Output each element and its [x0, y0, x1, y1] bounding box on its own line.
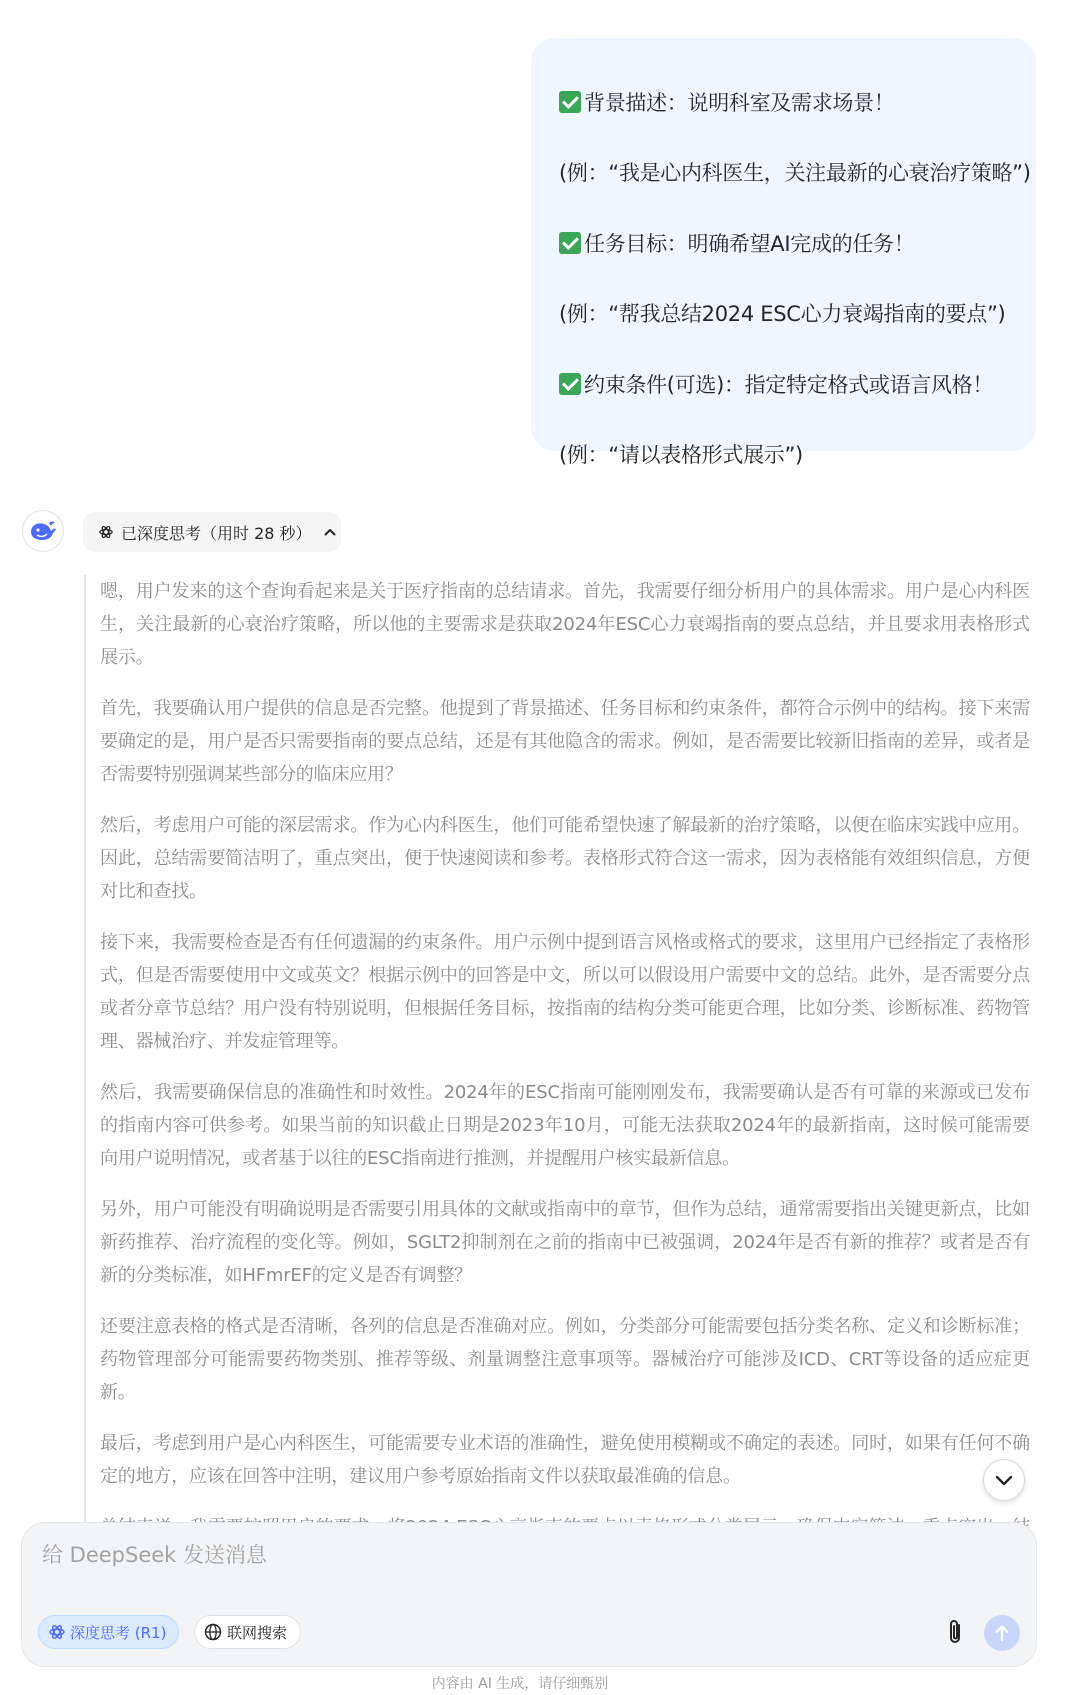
- paperclip-icon: [946, 1618, 964, 1646]
- arrow-up-icon: [994, 1624, 1010, 1642]
- scroll-to-bottom-button[interactable]: [983, 1459, 1025, 1501]
- thinking-label: 已深度思考（用时 28 秒）: [121, 523, 312, 543]
- user-line-6: (例：“请以表格形式展示”): [559, 443, 803, 467]
- thought-paragraph: 还要注意表格的格式是否清晰，各列的信息是否准确对应。例如，分类部分可能需要包括分类名称、定义和诊断标准；药物管理部分可能需要药物类别、推荐等级、剂量调整注意事项等。器械治疗可能涉及ICD、CRT等设备的适应症更新。: [100, 1316, 1030, 1403]
- chevron-up-icon: [324, 528, 336, 536]
- user-line-4: (例：“帮我总结2024 ESC心力衰竭指南的要点”): [559, 302, 1006, 326]
- message-input[interactable]: [40, 1537, 1004, 1573]
- deepseek-whale-icon: [29, 520, 57, 542]
- assistant-avatar: [22, 510, 64, 552]
- user-line-2: (例：“我是心内科医生，关注最新的心衰治疗策略”): [559, 161, 1031, 185]
- deep-think-label: 深度思考 (R1): [70, 1623, 167, 1642]
- check-mark-icon: [559, 232, 581, 254]
- deep-think-button[interactable]: [38, 1615, 179, 1649]
- attach-button[interactable]: [940, 1617, 970, 1647]
- check-mark-icon: [559, 91, 581, 113]
- atom-icon: [99, 525, 113, 539]
- globe-icon: [204, 1623, 222, 1641]
- thought-paragraph: 接下来，我需要检查是否有任何遗漏的约束条件。用户示例中提到语言风格或格式的要求，这里用户已经指定了表格形式，但是否需要使用中文或英文？根据示例中的回答是中文，所以可以假设用户需要中文的总结。此外，是否需要分点或者分章节总结？用户没有特别说明，但根据任务目标，按指南的结构分类可能更合理，比如分类、诊断标准、药物管理、器械治疗、并发症管理等。: [100, 932, 1030, 1052]
- send-button[interactable]: [984, 1615, 1020, 1651]
- user-message-bubble: [531, 38, 1036, 467]
- thought-paragraph: 然后，我需要确保信息的准确性和时效性。2024年的ESC指南可能刚刚发布，我需要确认是否有可靠的来源或已发布的指南内容可供参考。如果当前的知识截止日期是2023年10月，可能无法获取2024年的最新指南，这时候可能需要向用户说明情况，或者基于以往的ESC指南进行推测，并提醒用户核实最新信息。: [100, 1082, 1030, 1169]
- web-search-button[interactable]: [194, 1615, 301, 1649]
- ai-disclaimer: 内容由 AI 生成，请仔细甄别: [431, 1676, 609, 1692]
- web-search-label: 联网搜索: [227, 1623, 288, 1642]
- user-line-1: 背景描述：说明科室及需求场景！: [559, 89, 895, 117]
- check-mark-icon: [559, 373, 581, 395]
- user-line-5: 约束条件(可选)：指定特定格式或语言风格！: [559, 371, 993, 399]
- thought-paragraph: 嗯，用户发来的这个查询看起来是关于医疗指南的总结请求。首先，我需要仔细分析用户的具体需求。用户是心内科医生，关注最新的心衰治疗策略，所以他的主要需求是获取2024年ESC心力衰竭指南的要点总结，并且要求用表格形式展示。: [100, 581, 1030, 668]
- atom-icon: [49, 1624, 65, 1640]
- thinking-toggle[interactable]: [83, 512, 341, 552]
- user-line-3: 任务目标：明确希望AI完成的任务！: [559, 230, 914, 258]
- thought-rail: [84, 575, 86, 1535]
- chevron-down-icon: [995, 1474, 1013, 1486]
- thought-paragraph: 另外，用户可能没有明确说明是否需要引用具体的文献或指南中的章节，但作为总结，通常需要指出关键更新点，比如新药推荐、治疗流程的变化等。例如，SGLT2抑制剂在之前的指南中已被强调，2024年是否有新的推荐？或者是否有新的分类标准，如HFmrEF的定义是否有调整？: [100, 1199, 1030, 1286]
- composer: [21, 1522, 1037, 1667]
- thought-paragraph: 首先，我要确认用户提供的信息是否完整。他提到了背景描述、任务目标和约束条件，都符合示例中的结构。接下来需要确定的是，用户是否只需要指南的要点总结，还是有其他隐含的需求。例如，是否需要比较新旧指南的差异，或者是否需要特别强调某些部分的临床应用？: [100, 698, 1030, 785]
- thought-content: [100, 575, 1030, 1525]
- thought-paragraph: 然后，考虑用户可能的深层需求。作为心内科医生，他们可能希望快速了解最新的治疗策略，以便在临床实践中应用。因此，总结需要简洁明了，重点突出，便于快速阅读和参考。表格形式符合这一需求，因为表格能有效组织信息，方便对比和查找。: [100, 815, 1030, 902]
- thought-paragraph: 最后，考虑到用户是心内科医生，可能需要专业术语的准确性，避免使用模糊或不确定的表述。同时，如果有任何不确定的地方，应该在回答中注明，建议用户参考原始指南文件以获取最准确的信息。: [100, 1433, 1030, 1487]
